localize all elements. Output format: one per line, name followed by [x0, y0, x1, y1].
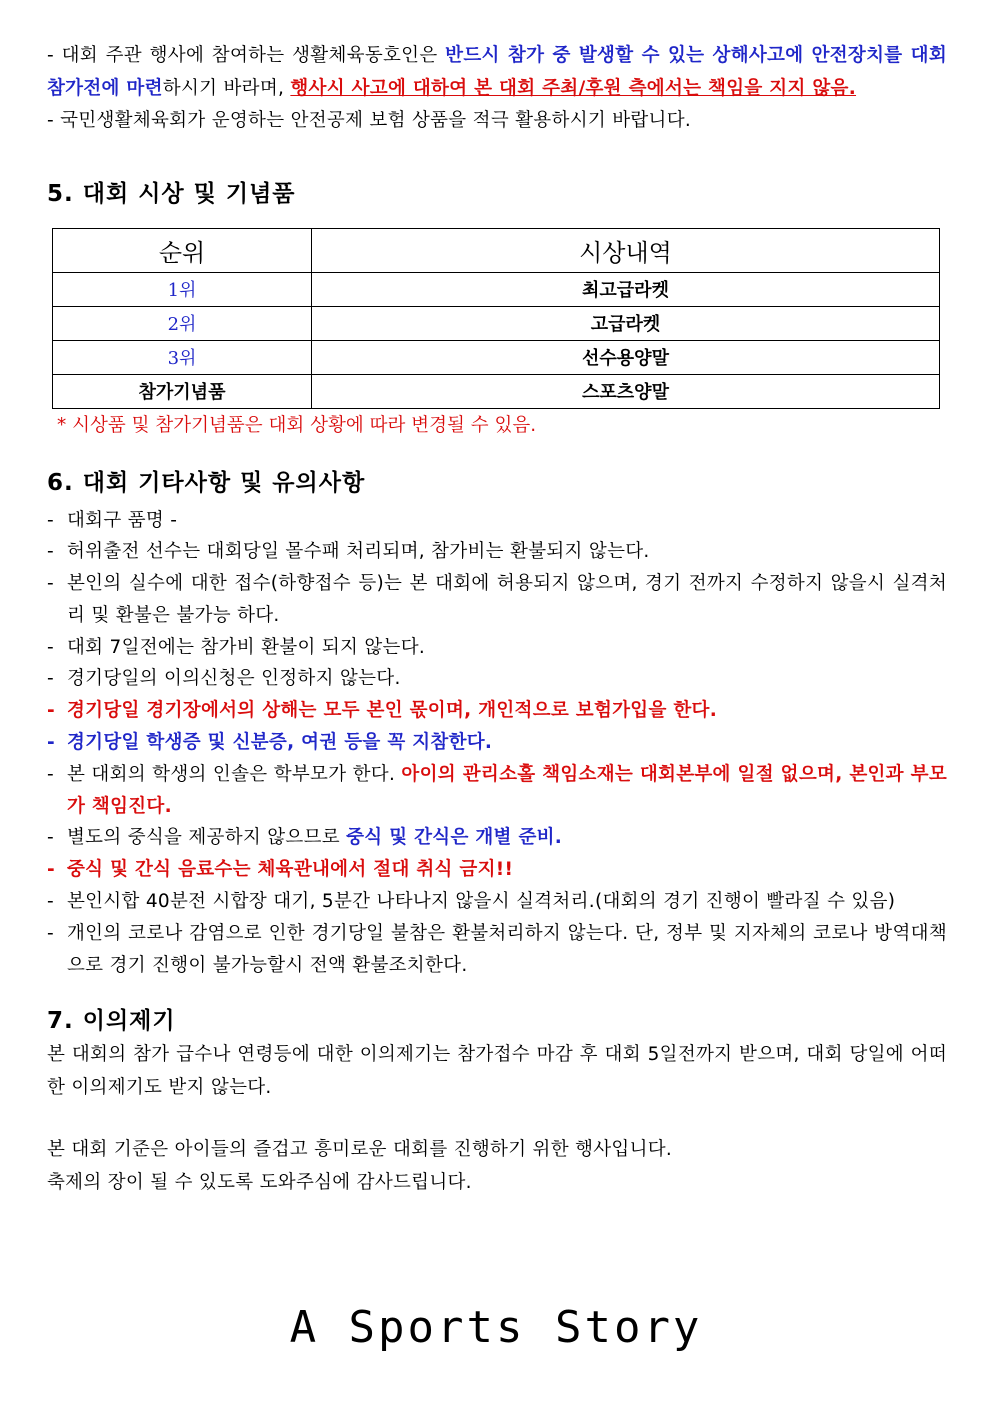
dash-marker: -	[47, 509, 54, 531]
rank-cell: 2위	[53, 306, 312, 340]
dash-marker: -	[47, 636, 54, 658]
section-7-title: 7. 이의제기	[47, 1008, 176, 1035]
rule-text-emphasis: 아이의 관리소홀 책임소재는 대회본부에 일절 없으며, 본인과 부모가 책임진다.	[67, 763, 947, 817]
prize-cell: 스포츠양말	[312, 374, 940, 408]
list-item	[47, 759, 947, 823]
dash-marker: -	[47, 922, 54, 944]
dash-marker: -	[47, 700, 55, 722]
dash-marker: -	[47, 891, 54, 913]
list-item	[47, 918, 947, 982]
document-page	[47, 40, 947, 1199]
section-5-title: 5. 대회 시상 및 기념품	[47, 180, 296, 207]
rule-text: 별도의 중식을 제공하지 않으므로	[67, 827, 347, 849]
intro-paragraph-1	[47, 40, 947, 105]
list-item	[47, 727, 947, 759]
rule-text: 본 대회의 학생의 인솔은 학부모가 한다.	[67, 763, 402, 785]
closing-line-2: 축제의 장이 될 수 있도록 도와주심에 감사드립니다.	[47, 1171, 472, 1193]
table-row	[53, 340, 940, 374]
table-row	[53, 374, 940, 408]
rule-text: 본인시합 40분전 시합장 대기, 5분간 나타나지 않을시 실격처리.(대회의 경기 진행이 빨라질 수 있음)	[67, 891, 896, 913]
list-item	[47, 663, 947, 695]
intro-text-c: 하시기 바라며,	[162, 77, 291, 99]
rank-cell: 1위	[53, 272, 312, 306]
rule-text: 경기당일 학생증 및 신분증, 여권 등을 꼭 지참한다.	[67, 732, 493, 754]
prize-cell: 고급라켓	[312, 306, 940, 340]
list-item	[47, 536, 947, 568]
rank-cell: 참가기념품	[53, 374, 312, 408]
dash-marker: -	[47, 827, 54, 849]
dash-marker: -	[47, 668, 54, 690]
header-rank: 순위	[53, 228, 312, 272]
list-item	[47, 854, 947, 886]
rule-text: 허위출전 선수는 대회당일 몰수패 처리되며, 참가비는 환불되지 않는다.	[67, 541, 650, 563]
rule-text: 대회 7일전에는 참가비 환불이 되지 않는다.	[67, 636, 426, 658]
rule-text: 대회구 품명 -	[67, 509, 178, 531]
intro-safety-requirement: 반드시 참가 중 발생할 수 있는 상해사고에 안전장치를 대회 참가전에 마련	[47, 45, 948, 99]
footer-brand: A Sports Story	[289, 1302, 703, 1353]
rules-list	[47, 505, 947, 982]
prize-cell: 최고급라켓	[312, 272, 940, 306]
rule-text: 중식 및 간식 음료수는 체육관내에서 절대 취식 금지!!	[67, 859, 514, 881]
awards-table	[52, 228, 940, 409]
awards-header-row	[53, 228, 940, 272]
intro-liability-disclaimer: 행사시 사고에 대하여 본 대회 주최/후원 측에서는 책임을 지지 않음.	[290, 77, 857, 99]
rank-cell: 3위	[53, 340, 312, 374]
rule-text: 경기당일의 이의신청은 인정하지 않는다.	[67, 668, 401, 690]
rule-text: 개인의 코로나 감염으로 인한 경기당일 불참은 환불처리하지 않는다. 단, 정부 및 지자체의 코로나 방역대책으로 경기 진행이 불가능할시 전액 환불조치한다.	[67, 922, 947, 976]
list-item	[47, 822, 947, 854]
section-7-body: 본 대회의 참가 급수나 연령등에 대한 이의제기는 참가접수 마감 후 대회 5일전까지 받으며, 대회 당일에 어떠한 이의제기도 받지 않는다.	[47, 1044, 947, 1098]
rule-text: 경기당일 경기장에서의 상해는 모두 본인 몫이며, 개인적으로 보험가입을 한다.	[67, 700, 718, 722]
dash-marker: -	[47, 859, 55, 881]
table-row	[53, 306, 940, 340]
intro-text-a: - 대회 주관 행사에 참여하는 생활체육동호인은	[47, 45, 446, 66]
list-item	[47, 505, 947, 537]
closing-line-1: 본 대회 기준은 아이들의 즐겁고 흥미로운 대회를 진행하기 위한 행사입니다.	[47, 1139, 673, 1161]
list-item	[47, 695, 947, 727]
dash-marker: -	[47, 732, 55, 754]
list-item	[47, 568, 947, 632]
table-row	[53, 272, 940, 306]
header-prize: 시상내역	[312, 228, 940, 272]
rule-text: 본인의 실수에 대한 접수(하향접수 등)는 본 대회에 허용되지 않으며, 경기 전까지 수정하지 않을시 실격처리 및 환불은 불가능 하다.	[67, 573, 947, 626]
prize-cell: 선수용양말	[312, 340, 940, 374]
intro-paragraph-2: - 국민생활체육회가 운영하는 안전공제 보험 상품을 적극 활용하시기 바랍니다.	[47, 110, 692, 131]
dash-marker: -	[47, 573, 54, 595]
section-6-title: 6. 대회 기타사항 및 유의사항	[47, 469, 366, 496]
dash-marker: -	[47, 541, 54, 563]
list-item	[47, 886, 947, 918]
dash-marker: -	[47, 763, 54, 785]
prize-change-note: * 시상품 및 참가기념품은 대회 상황에 따라 변경될 수 있음.	[57, 414, 537, 436]
list-item	[47, 632, 947, 664]
rule-text-emphasis: 중식 및 간식은 개별 준비.	[346, 827, 563, 849]
